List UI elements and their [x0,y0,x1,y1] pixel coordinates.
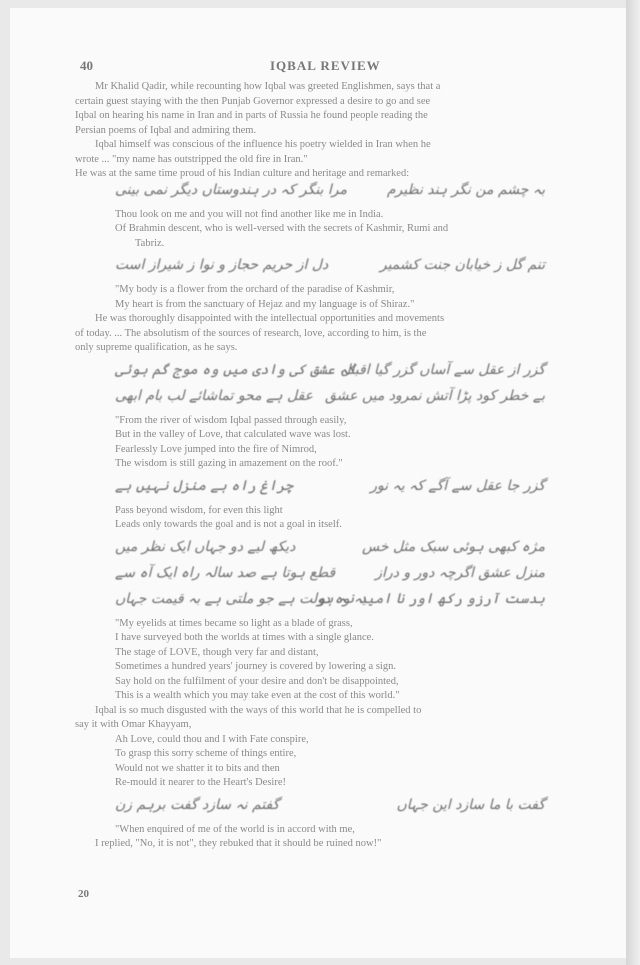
text-line: He was at the same time proud of his Indian culture and heritage and remarked: [75,168,410,179]
quote-line: Ah Love, could thou and I with Fate conspire, [115,733,309,745]
quote-line: "My eyelids at times became so light as a blade of grass, [115,617,353,629]
urdu-verse-row [75,565,565,591]
quote-line: Re-mould it nearer to the Heart's Desire! [115,777,286,788]
quote-4 [75,504,565,533]
urdu-hemistich: گزر از عقل سے آساں گزر گیا اقبال [340,361,545,378]
text-line: certain guest staying with the then Punjab Governor expressed a desire to go and see [75,95,431,107]
text-line: only supreme qualification, as he says. [75,342,238,353]
text-line: He was thoroughly disappointed with the intellectual opportunities and movements [95,313,445,324]
paragraph-4 [75,312,565,356]
text-line: Iqbal on hearing his name in Iran and in parts of Russia he found people reading the [75,110,428,121]
urdu-hemistich: قطع ہوتا ہے صد سالہ راہ ایک آہ سے [115,564,336,581]
text-line: Iqbal himself was conscious of the influence his poetry wielded in Iran when he [95,139,431,150]
quote-line: I replied, "No, it is not", they rebuked that it should be ruined now!" [95,838,382,849]
paragraph-1 [75,80,565,138]
quote-line: Leads only towards the goal and is not a goal in itself. [115,519,342,530]
text-line: Iqbal is so much disgusted with the ways of this world that he is compelled to [95,704,422,716]
page-number: 40 [80,58,93,73]
urdu-hemistich: کہ عشق کی وادی میں وہ موج گم ہوئی [115,361,356,378]
urdu-hemistich: دل از حریم حجاز و نوا ز شیراز است [115,257,329,273]
text-line: of today. ... The absolutism of the sources of research, love, according to him, is the [75,327,427,339]
urdu-verse-row [75,182,565,208]
text-line: Mr Khalid Qadir, while recounting how Iqbal was greeted Englishmen, says that a [95,81,441,92]
page-content [75,58,565,852]
urdu-verse-row [75,591,565,617]
text-line: Persian poems of Iqbal and admiring them. [75,124,257,136]
quote-line: This is a wealth which you may take even at the cost of this world." [115,690,400,701]
urdu-hemistich: بے خطر کود پڑا آتش نمرود میں عشق [324,387,545,404]
urdu-hemistich: گفت با ما سازد این جہاں [396,796,545,813]
urdu-verse-row [75,362,565,388]
quote-5 [75,617,565,704]
urdu-hemistich: بدست آرزو رکھ اور نا امید نہ ہو [316,590,545,607]
urdu-hemistich: بہ چشم من نگر ہند نظیرم [386,181,545,198]
urdu-hemistich: دیکھ لیے دو جہاں ایک نظر میں [115,538,296,555]
quote-line: Sometimes a hundred years' journey is covered by lowering a sign. [115,661,396,672]
urdu-hemistich: چراغ راہ ہے منزل نہیں ہے [115,477,294,494]
urdu-hemistich: عقل ہے محو تماشائے لب بام ابھی [115,387,314,404]
text-line: wrote ... "my name has outstripped the old fire in Iran." [75,153,308,165]
paragraph-2 [75,138,565,167]
quote-line: "From the river of wisdom Iqbal passed through easily, [115,414,347,426]
quote-line: Fearlessly Love jumped into the fire of Nimrod, [115,443,317,455]
quote-6 [75,733,565,791]
urdu-verse-row [75,388,565,414]
quote-3 [75,414,565,472]
quote-line: The wisdom is still gazing in amazement on the roof." [115,458,343,469]
urdu-hemistich: مژہ کبھی ہوئی سبک مثل خس [361,538,545,555]
urdu-verse-row [75,257,565,283]
urdu-hemistich: منزل عشق اگرچہ دور و دراز [375,564,545,581]
quote-line: But in the valley of Love, that calculated wave was lost. [115,429,351,440]
urdu-hemistich: یہ وہ دولت ہے جو ملتی ہے بہ قیمت جہاں [115,590,367,607]
quote-line: Of Brahmin descent, who is well-versed with the secrets of Kashmir, Rumi and [115,223,449,234]
quote-line: To grasp this sorry scheme of things entire, [115,748,297,759]
quote-line: Thou look on me and you will not find another like me in India. [115,208,384,220]
quote-line: Would not we shatter it to bits and then [115,762,280,774]
urdu-verse-row [75,797,565,823]
quote-line: I have surveyed both the worlds at times with a single glance. [115,632,374,643]
quote-7 [75,823,565,852]
paragraph-5 [75,704,565,733]
quote-line: "My body is a flower from the orchard of the paradise of Kashmir, [115,284,395,295]
urdu-verse-row [75,478,565,504]
urdu-hemistich: مرا بنگر کہ در ہندوستاں دیگر نمی بینی [115,181,348,198]
quote-line: Tabriz. [135,237,165,249]
quote-line: The stage of LOVE, though very far and distant, [115,646,319,658]
urdu-hemistich: تنم گل ز خیابان جنت کشمیر [379,257,545,273]
quote-line: Say hold on the fulfilment of your desire and don't be disappointed, [115,675,399,687]
quote-line: "When enquired of me of the world is in accord with me, [115,823,355,835]
running-header [75,58,565,80]
text-line: say it with Omar Khayyam, [75,719,192,730]
urdu-verse-row [75,539,565,565]
urdu-hemistich: گزر جا عقل سے آگے کہ یہ نور [370,477,545,494]
running-title: IQBAL REVIEW [270,58,381,73]
quote-line: Pass beyond wisdom, for even this light [115,504,283,516]
urdu-hemistich: گفتم نہ سازد گفت برہم زن [115,796,280,813]
page-edge [626,0,640,965]
footer-mark: 20 [78,888,89,900]
quote-line: My heart is from the sanctuary of Hejaz and my language is of Shiraz." [115,298,415,310]
quote-1 [75,208,565,252]
quote-2 [75,283,565,312]
